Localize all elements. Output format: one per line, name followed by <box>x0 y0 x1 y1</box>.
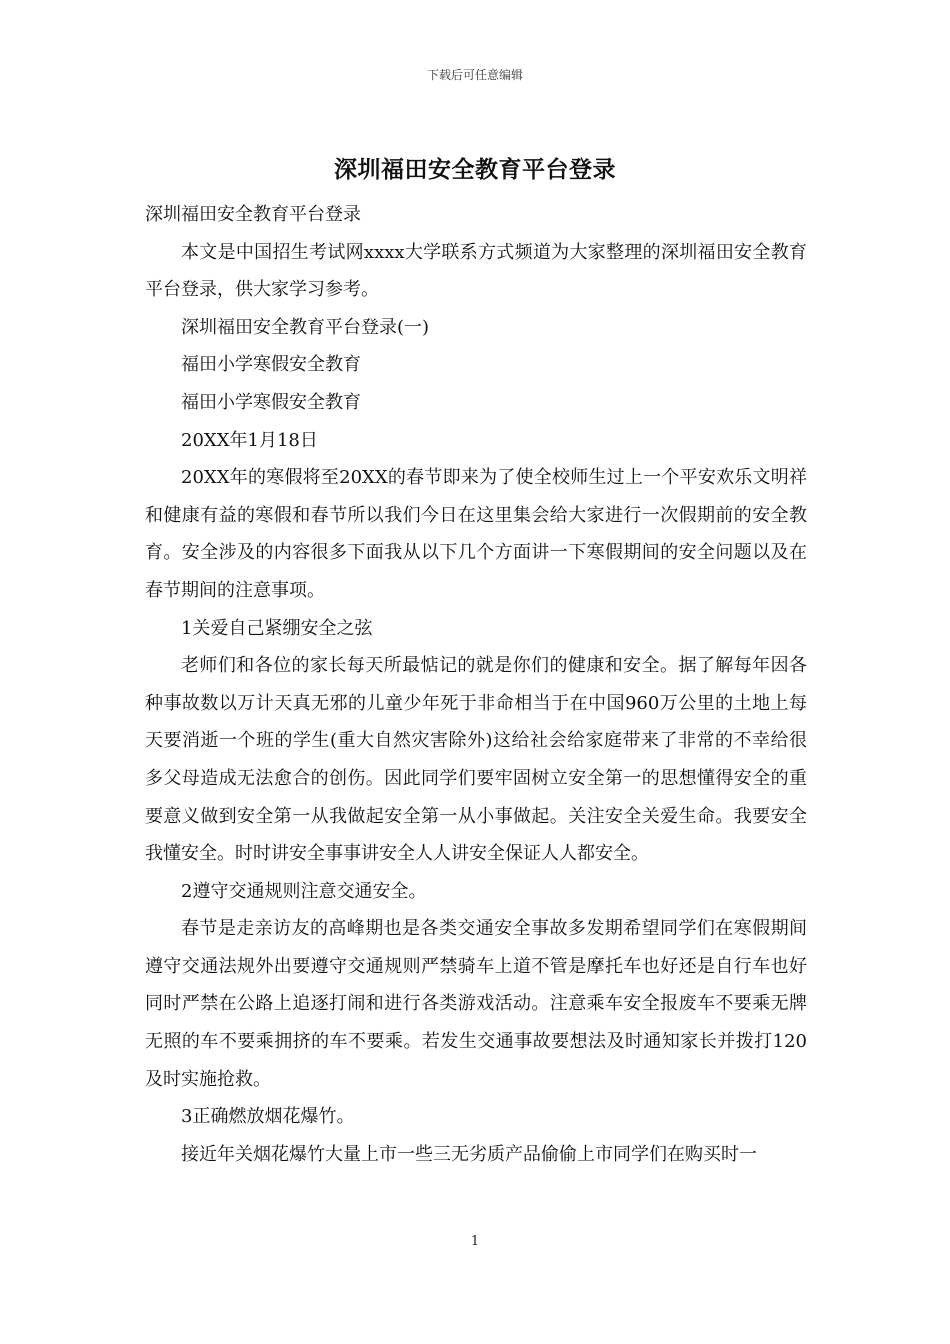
section-heading-one: 深圳福田安全教育平台登录(一) <box>181 316 430 338</box>
date-line: 20XX年1月18日 <box>181 429 318 451</box>
point-two-heading: 2遵守交通规则注意交通安全。 <box>181 880 427 902</box>
point-one-paragraph: 老师们和各位的家长每天所最惦记的就是你们的健康和安全。据了解每年因各种事故数以万计天真无邪的儿童少年死于非命相当于在中国960万公里的土地上每天要消逝一个班的学生(重大自然灾害除外)这给社会给家庭带来了非常的不幸给很多父母造成无法愈合的创伤。因此同学们要牢固树立安全第一的思想懂得安全的重要意义做到安全第一从我做起安全第一从小事做起。关注安全关爱生命。我要安全我懂安全。时时讲安全事事讲安全人人讲安全保证人人都安全。 <box>145 655 807 865</box>
subtitle-paragraph: 深圳福田安全教育平台登录 <box>145 204 361 225</box>
page-number: 1 <box>470 1234 480 1249</box>
school-heading-repeat: 福田小学寒假安全教育 <box>181 391 361 413</box>
document-body <box>145 196 807 1173</box>
point-three-paragraph: 接近年关烟花爆竹大量上市一些三无劣质产品偷偷上市同学们在购买时一 <box>181 1143 757 1165</box>
intro-paragraph: 本文是中国招生考试网xxxx大学联系方式频道为大家整理的深圳福田安全教育平台登录，供大家学习参考。 <box>145 241 807 301</box>
point-two-paragraph: 春节是走亲访友的高峰期也是各类交通安全事故多发期希望同学们在寒假期间遵守交通法规外出要遵守交通规则严禁骑车上道不管是摩托车也好还是自行车也好同时严禁在公路上追逐打闹和进行各类游戏活动。注意乘车安全报废车不要乘无牌无照的车不要乘拥挤的车不要乘。若发生交通事故要想法及时通知家长并拨打120及时实施抢救。 <box>145 918 807 1090</box>
download-editable-note: 下载后可任意编辑 <box>426 68 523 82</box>
school-heading: 福田小学寒假安全教育 <box>181 354 361 376</box>
point-one-heading: 1关爱自己紧绷安全之弦 <box>181 617 373 639</box>
opening-paragraph: 20XX年的寒假将至20XX的春节即来为了使全校师生过上一个平安欢乐文明祥和健康有益的寒假和春节所以我们今日在这里集会给大家进行一次假期前的安全教育。安全涉及的内容很多下面我从以下几个方面讲一下寒假期间的安全问题以及在春节期间的注意事项。 <box>145 467 807 601</box>
document-title: 深圳福田安全教育平台登录 <box>334 156 616 183</box>
point-three-heading: 3正确燃放烟花爆竹。 <box>181 1106 355 1128</box>
